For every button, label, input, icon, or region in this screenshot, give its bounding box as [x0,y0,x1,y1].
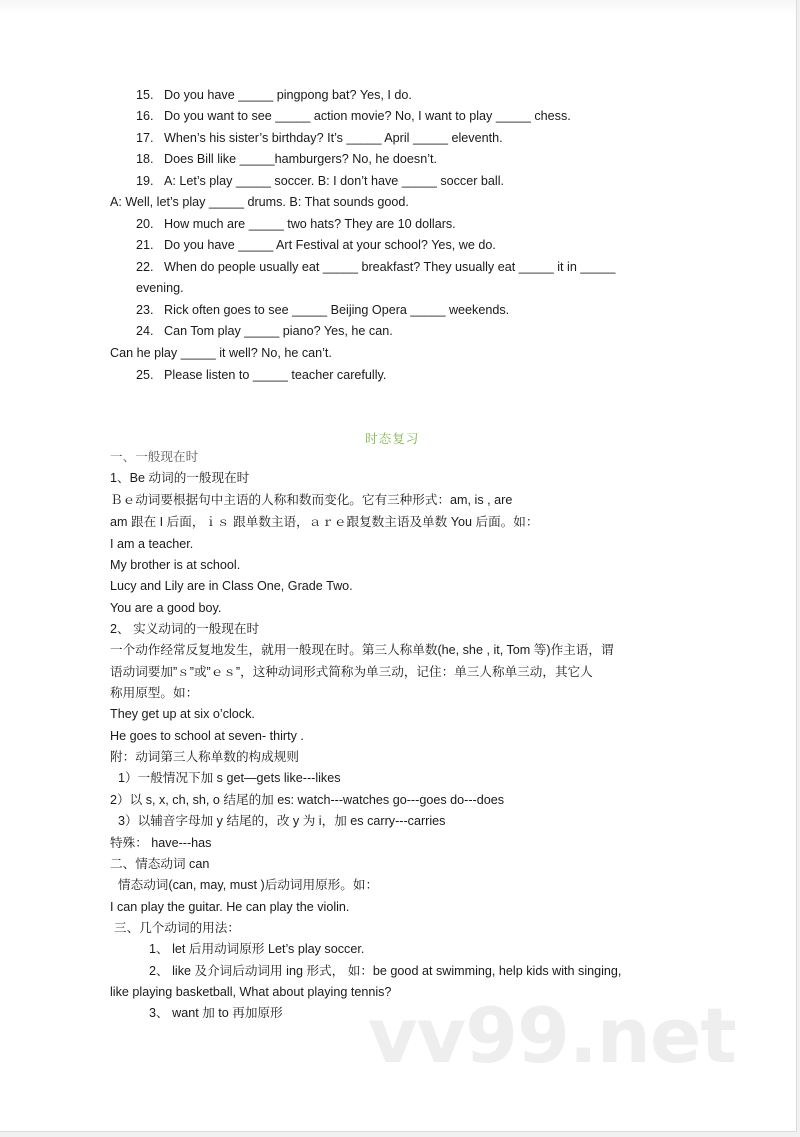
usage-item: 1、 let 后用动词原形 Let’s play soccer. [149,942,365,956]
exercise-18: 18. Does Bill like _____hamburgers? No, he doesn’t. [136,152,438,166]
special-case: 特殊： have---has [110,836,212,850]
section-title: 时态复习 [365,431,420,446]
heading-verb-usage: 三、几个动词的用法： [114,921,240,935]
example-sentence: I can play the guitar. He can play the violin. [110,900,350,914]
exercise-23: 23. Rick often goes to see _____ Beijing Opera _____ weekends. [136,303,510,317]
example-sentence: My brother is at school. [110,558,241,572]
heading-modal-can: 二、情态动词 can [110,857,210,871]
exercise-21: 21. Do you have _____ Art Festival at your school? Yes, we do. [136,238,496,252]
paragraph-third-person: 一个动作经常反复地发生，就用一般现在时。第三人称单数(he, she , it, Tom 等)作主语，谓 [110,643,614,657]
usage-item-cont: like playing basketball, What about playing tennis? [110,985,392,999]
exercise-22-cont: evening. [136,281,184,295]
paragraph-third-person: 语动词要加”ｓ”或”ｅｓ”，这种动词形式简称为单三动，记住：单三人称单三动，其它人 [110,665,593,679]
example-sentence: They get up at six o’clock. [110,707,255,721]
usage-item: 2、 like 及介词后动词用 ing 形式， 如：be good at swimming, help kids with singing, [149,964,622,978]
example-sentence: You are a good boy. [110,601,222,615]
example-sentence: I am a teacher. [110,537,194,551]
exercise-24: 24. Can Tom play _____ piano? Yes, he can. [136,324,393,338]
exercise-19-cont: A: Well, let’s play _____ drums. B: That sounds good. [110,195,409,209]
exercise-15: 15. Do you have _____ pingpong bat? Yes, I do. [136,88,412,102]
exercise-17: 17. When’s his sister’s birthday? It’s _____ April _____ eleventh. [136,131,503,145]
heading-action-verb: 2、 实义动词的一般现在时 [110,622,260,636]
paragraph-be-usage: am 跟在 I 后面，ｉｓ 跟单数主语，ａｒｅ跟复数主语及单数 You 后面。如： [110,515,539,529]
exercise-19: 19. A: Let’s play _____ soccer. B: I don’t have _____ soccer ball. [136,174,505,188]
rule-item: 2）以 s, x, ch, sh, o 结尾的加 es: watch---watches go---goes do---does [110,793,505,807]
heading-be-verb: 1、Be 动词的一般现在时 [110,471,250,485]
rule-item: 1）一般情况下加 s get—gets like---likes [118,771,341,785]
paragraph-modal: 情态动词(can, may, must )后动词用原形。如： [118,878,379,892]
exercise-22: 22. When do people usually eat _____ breakfast? They usually eat _____ it in _____ [136,260,616,274]
example-sentence: He goes to school at seven- thirty . [110,729,304,743]
exercise-25: 25. Please listen to _____ teacher carefully. [136,368,387,382]
appendix-heading: 附：动词第三人称单数的构成规则 [110,750,299,764]
watermark: vv99.net [368,991,736,1080]
usage-item: 3、 want 加 to 再加原形 [149,1006,283,1020]
exercise-24-cont: Can he play _____ it well? No, he can’t. [110,346,332,360]
paragraph-be-forms: Ｂｅ动词要根据句中主语的人称和数而变化。它有三种形式：am, is , are [110,493,513,507]
page-top-shade [0,0,796,14]
example-sentence: Lucy and Lily are in Class One, Grade Two. [110,579,353,593]
rule-item: 3）以辅音字母加 y 结尾的，改 y 为 i，加 es carry---carries [118,814,446,828]
paragraph-third-person: 称用原型。如： [110,686,199,700]
exercise-20: 20. How much are _____ two hats? They are 10 dollars. [136,217,456,231]
exercise-16: 16. Do you want to see _____ action movie? No, I want to play _____ chess. [136,109,571,123]
heading-simple-present: 一、一般现在时 [110,449,199,464]
